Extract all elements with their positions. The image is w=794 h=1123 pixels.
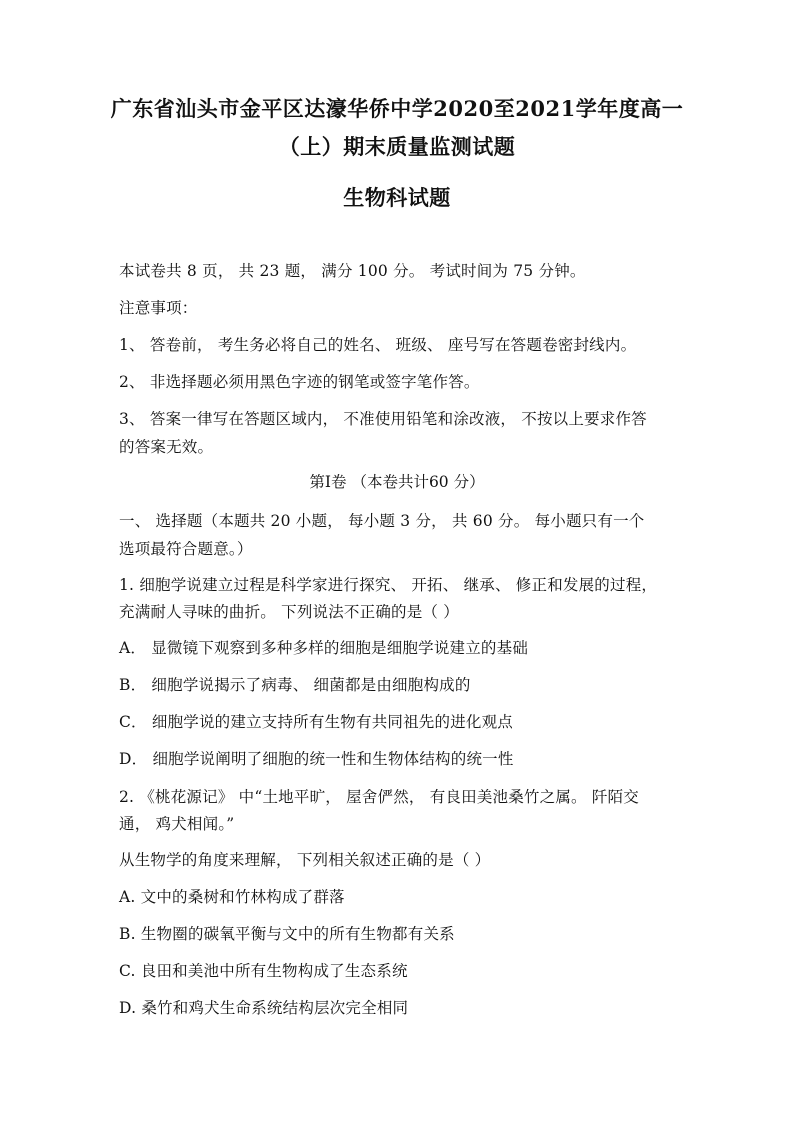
question-1-stem-line2: 充满耐人寻味的曲折。 下列说法不正确的是（ ）	[119, 603, 459, 621]
section-instructions-line1: 一、 选择题（本题共 20 小题， 每小题 3 分， 共 60 分。 每小题只有一个	[119, 512, 645, 530]
notice-item-1: 1、 答卷前， 考生务必将自己的姓名、 班级、 座号写在答题卷密封线内。	[119, 336, 637, 354]
question-2-stem-line2: 通， 鸡犬相闻。”	[119, 815, 235, 833]
question-2-stem-line3: 从生物学的角度来理解， 下列相关叙述正确的是（ ）	[119, 851, 491, 869]
exam-info: 本试卷共 8 页， 共 23 题， 满分 100 分。 考试时间为 75 分钟。	[119, 262, 586, 280]
question-2-option-d: D. 桑竹和鸡犬生命系统结构层次完全相同	[119, 999, 409, 1017]
exam-title-line1: 广东省汕头市金平区达濠华侨中学2020至2021学年度高一	[110, 96, 684, 121]
question-1-option-c: C． 细胞学说的建立支持所有生物有共同祖先的进化观点	[119, 713, 513, 731]
question-2-stem-line1: 2. 《桃花源记》 中“土地平旷， 屋舍俨然， 有良田美池桑竹之属。 阡陌交	[119, 788, 639, 806]
question-2-option-c: C. 良田和美池中所有生物构成了生态系统	[119, 962, 408, 980]
question-1-option-b: B． 细胞学说揭示了病毒、 细菌都是由细胞构成的	[119, 676, 471, 694]
question-1-option-a: A． 显微镜下观察到多种多样的细胞是细胞学说建立的基础	[119, 639, 529, 657]
question-1-stem-line1: 1. 细胞学说建立过程是科学家进行探究、 开拓、 继承、 修正和发展的过程，	[119, 576, 658, 594]
notice-item-3-cont: 的答案无效。	[119, 438, 214, 456]
subject-title: 生物科试题	[343, 185, 451, 210]
section-heading: 第Ⅰ卷 （本卷共计60 分）	[309, 473, 485, 491]
exam-title-line2: （上）期末质量监测试题	[278, 134, 516, 159]
question-2-option-b: B. 生物圈的碳氧平衡与文中的所有生物都有关系	[119, 925, 455, 943]
notice-title: 注意事项：	[119, 299, 198, 317]
question-2-option-a: A. 文中的桑树和竹林构成了群落	[119, 888, 345, 906]
notice-item-2: 2、 非选择题必须用黑色字迹的钢笔或签字笔作答。	[119, 373, 480, 391]
section-instructions-line2: 选项最符合题意。）	[119, 540, 253, 558]
question-1-option-d: D． 细胞学说阐明了细胞的统一性和生物体结构的统一性	[119, 750, 514, 768]
notice-item-3: 3、 答案一律写在答题区域内， 不准使用铅笔和涂改液， 不按以上要求作答	[119, 410, 647, 428]
